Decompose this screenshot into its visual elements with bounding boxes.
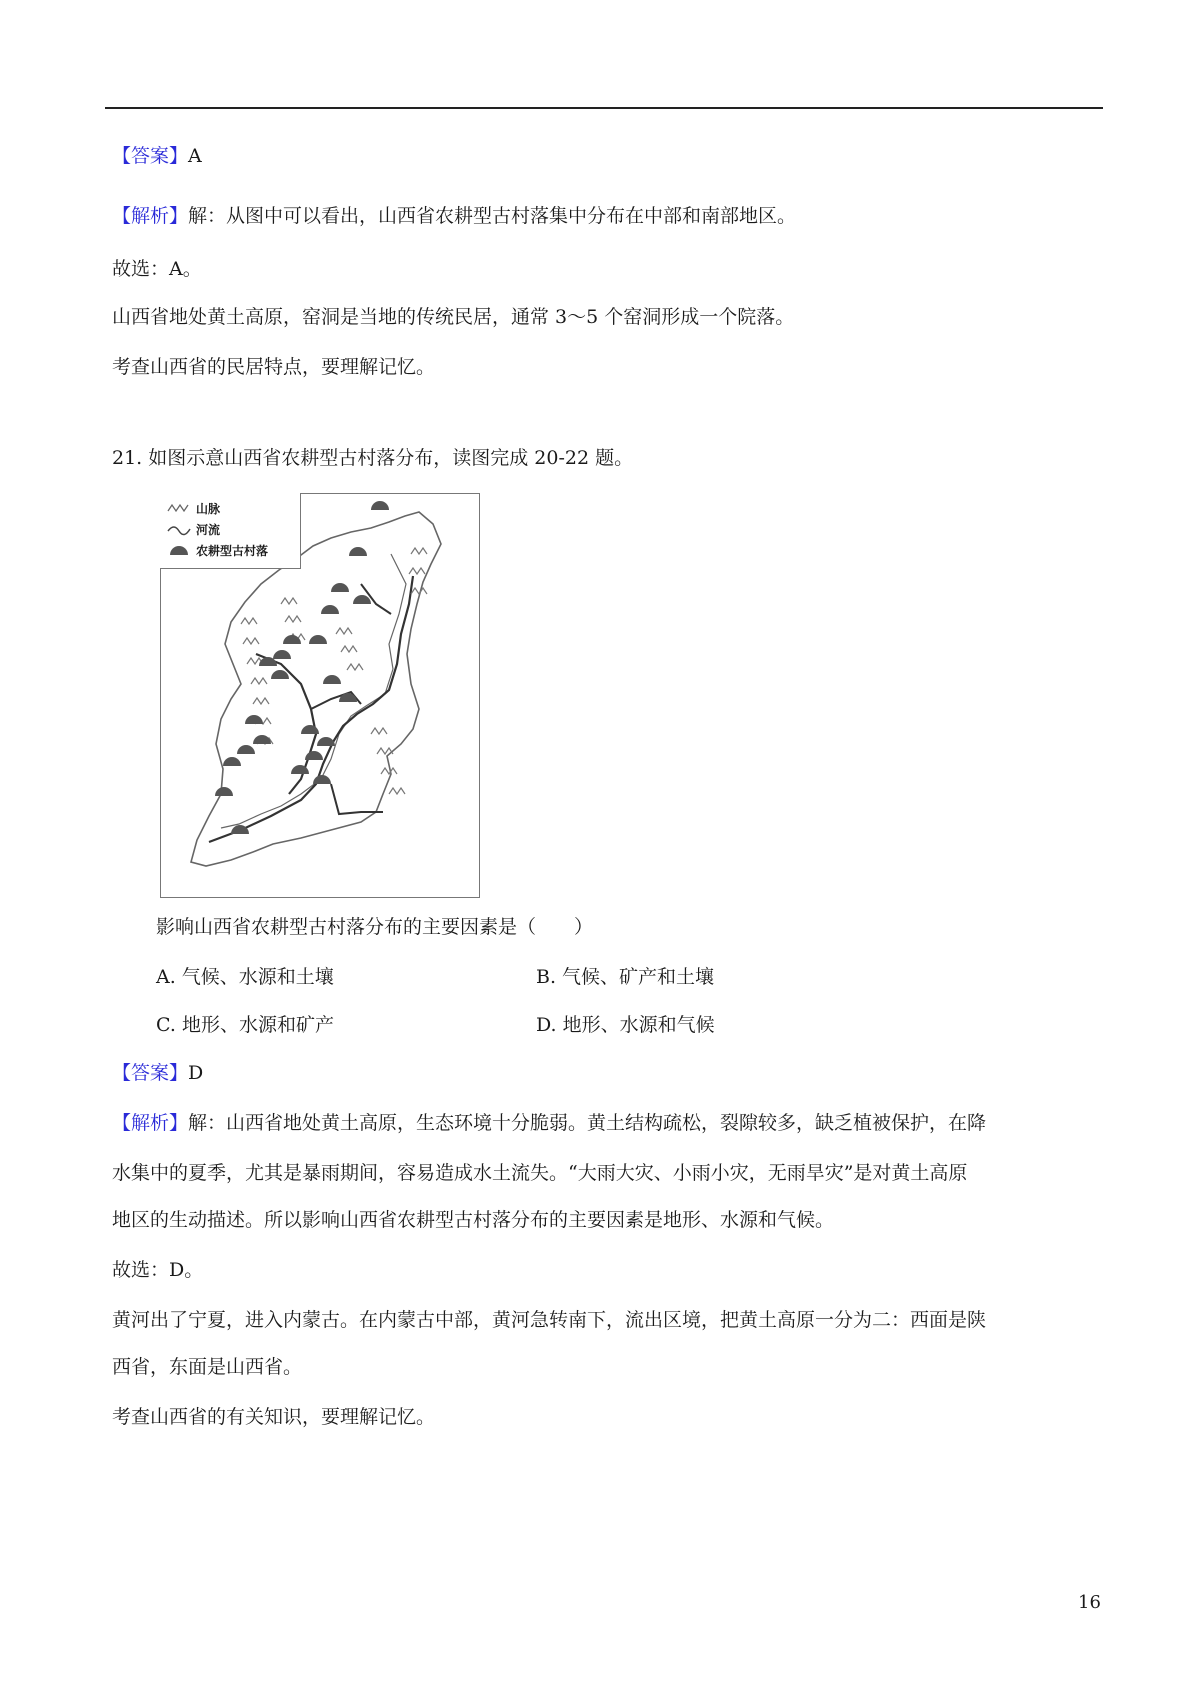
village-marker xyxy=(301,725,319,734)
question-stem: 影响山西省农耕型古村落分布的主要因素是（ ） xyxy=(156,916,594,938)
note-4: 考查山西省的有关知识，要理解记忆。 xyxy=(112,1406,436,1428)
legend-mountain: 山脉 xyxy=(196,502,221,516)
river-branch-2 xyxy=(331,784,383,814)
answer-value: D xyxy=(188,1062,204,1084)
option-c: C. 地形、水源和矿产 xyxy=(156,1014,334,1036)
option-b: B. 气候、矿产和土壤 xyxy=(536,966,715,988)
analysis-2-line-3: 地区的生动描述。所以影响山西省农耕型古村落分布的主要因素是地形、水源和气候。 xyxy=(112,1209,835,1231)
village-marker xyxy=(245,715,263,724)
choose-1: 故选：A。 xyxy=(112,258,202,280)
analysis-text: 解：山西省地处黄土高原，生态环境十分脆弱。黄土结构疏松，裂隙较多，缺乏植被保护，在降 xyxy=(188,1112,987,1134)
answer-tag: 【答案】 xyxy=(112,145,189,167)
page-number: 16 xyxy=(1078,1592,1101,1613)
village-marker xyxy=(313,775,331,784)
header-rule xyxy=(105,107,1103,109)
village-marker xyxy=(317,737,335,746)
village-legend-icon xyxy=(170,546,188,555)
note-3-line-1: 黄河出了宁夏，进入内蒙古。在内蒙古中部，黄河急转南下，流出区境，把黄土高原一分为二：西面是陕 xyxy=(112,1309,987,1331)
question-21: 21. 如图示意山西省农耕型古村落分布，读图完成 20-22 题。 xyxy=(112,447,634,469)
analysis-2-line-2: 水集中的夏季，尤其是暴雨期间，容易造成水土流失。“大雨大灾、小雨小灾，无雨旱灾”是对黄土高原 xyxy=(112,1162,968,1184)
village-marker xyxy=(283,635,301,644)
note-1: 山西省地处黄土高原，窑洞是当地的传统民居，通常 3～5 个窑洞形成一个院落。 xyxy=(112,306,795,328)
legend-river: 河流 xyxy=(196,523,221,537)
note-3-line-2: 西省，东面是山西省。 xyxy=(112,1356,303,1378)
analysis-2-line-1 xyxy=(112,1109,986,1137)
mountain-chain-east xyxy=(371,548,427,794)
answer-1 xyxy=(112,142,202,170)
village-marker xyxy=(271,670,289,679)
note-2: 考查山西省的民居特点，要理解记忆。 xyxy=(112,356,436,378)
river-legend-icon xyxy=(168,527,190,535)
map-legend xyxy=(160,493,301,569)
mountain-legend-icon xyxy=(168,505,188,511)
answer-2 xyxy=(112,1059,203,1087)
village-marker xyxy=(349,547,367,556)
legend-icons xyxy=(166,501,192,561)
analysis-tag: 【解析】 xyxy=(112,1112,189,1134)
option-a: A. 气候、水源和土壤 xyxy=(156,966,334,988)
village-marker xyxy=(323,675,341,684)
analysis-text: 解：从图中可以看出，山西省农耕型古村落集中分布在中部和南部地区。 xyxy=(188,205,797,227)
village-marker xyxy=(331,583,349,592)
village-marker xyxy=(371,501,389,510)
village-marker xyxy=(305,751,323,760)
analysis-tag: 【解析】 xyxy=(112,205,189,227)
legend-village: 农耕型古村落 xyxy=(196,544,269,558)
village-marker xyxy=(321,605,339,614)
analysis-1 xyxy=(112,202,796,230)
mountain-chain-west xyxy=(241,618,273,744)
village-marker xyxy=(309,635,327,644)
answer-tag: 【答案】 xyxy=(112,1062,189,1084)
village-marker xyxy=(253,735,271,744)
answer-value: A xyxy=(188,145,202,167)
village-marker xyxy=(237,745,255,754)
choose-2: 故选：D。 xyxy=(112,1259,204,1281)
village-marker xyxy=(353,595,371,604)
village-marker xyxy=(215,787,233,796)
village-marker xyxy=(273,650,291,659)
village-marker xyxy=(223,757,241,766)
mountain-chain-central xyxy=(281,598,363,670)
option-d: D. 地形、水源和气候 xyxy=(536,1014,715,1036)
